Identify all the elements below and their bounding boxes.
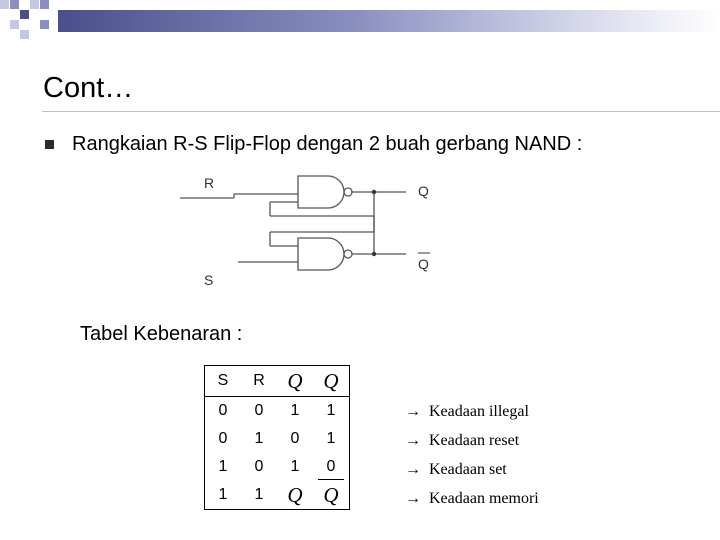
cell-qbar: 1 — [326, 402, 336, 419]
cell-q: 1 — [290, 402, 300, 419]
nand-gate-bottom — [298, 238, 344, 270]
cell-q: 1 — [290, 458, 300, 475]
deco-square-6 — [10, 20, 19, 29]
header-qbar — [313, 366, 350, 397]
right-arrow-icon: → — [405, 432, 421, 449]
truth-table-header-row — [205, 366, 350, 397]
label-r: R — [204, 175, 215, 191]
title-divider — [42, 111, 720, 112]
note-text: Keadaan set — [429, 461, 507, 478]
deco-square-4 — [40, 0, 49, 9]
note-row — [405, 455, 605, 484]
note-text: Keadaan illegal — [429, 403, 529, 420]
header-qbar-text: Q — [323, 368, 339, 393]
label-qbar: Q — [418, 256, 429, 272]
top-gradient-bar — [58, 10, 720, 32]
truth-table — [204, 365, 350, 510]
right-arrow-icon: → — [405, 490, 421, 507]
deco-square-1 — [0, 0, 9, 9]
truth-table-row — [205, 481, 350, 510]
cell-s: 0 — [218, 402, 228, 419]
cell-s: 1 — [218, 486, 228, 503]
square-bullet-icon — [45, 140, 54, 149]
cell-qbar: 0 — [326, 458, 336, 475]
cell-s: 0 — [218, 430, 228, 447]
cell-q: 0 — [290, 430, 300, 447]
bullet-text: Rangkaian R-S Flip-Flop dengan 2 buah gerbang NAND : — [72, 133, 583, 155]
deco-square-8 — [20, 30, 29, 39]
right-arrow-icon: → — [405, 461, 421, 478]
cell-r: 1 — [254, 486, 264, 503]
cell-qbar-text: Q — [323, 482, 339, 507]
note-row — [405, 426, 605, 455]
junction-qbar — [372, 252, 376, 256]
deco-square-2 — [10, 0, 19, 9]
corner-decoration — [0, 0, 60, 40]
nand-bottom-bubble — [344, 250, 352, 258]
header-r: R — [241, 366, 277, 397]
note-row — [405, 484, 605, 513]
cell-r: 0 — [254, 402, 264, 419]
note-text: Keadaan memori — [429, 490, 539, 507]
truth-table-row — [205, 453, 350, 481]
note-row — [405, 397, 605, 426]
header-q: Q — [277, 366, 313, 397]
note-text: Keadaan reset — [429, 432, 520, 449]
cell-r: 0 — [254, 458, 264, 475]
nand-gate-top — [298, 176, 344, 208]
cell-q: Q — [287, 482, 303, 507]
deco-square-3 — [30, 0, 39, 9]
cell-s: 1 — [218, 458, 228, 475]
deco-square-5 — [20, 10, 29, 19]
cell-qbar — [313, 481, 350, 510]
label-q: Q — [418, 183, 429, 199]
right-arrow-icon: → — [405, 403, 421, 420]
truth-table-row — [205, 425, 350, 453]
state-notes — [405, 397, 605, 513]
junction-q — [372, 190, 376, 194]
cell-qbar: 1 — [326, 430, 336, 447]
nand-top-bubble — [344, 188, 352, 196]
nand-flip-flop-diagram — [178, 162, 458, 292]
deco-square-7 — [40, 20, 49, 29]
cell-r: 1 — [254, 430, 264, 447]
header-s: S — [205, 366, 242, 397]
slide-title: Cont… — [43, 72, 134, 104]
table-title: Tabel Kebenaran : — [80, 323, 243, 345]
truth-table-row — [205, 397, 350, 426]
label-s: S — [204, 272, 214, 288]
